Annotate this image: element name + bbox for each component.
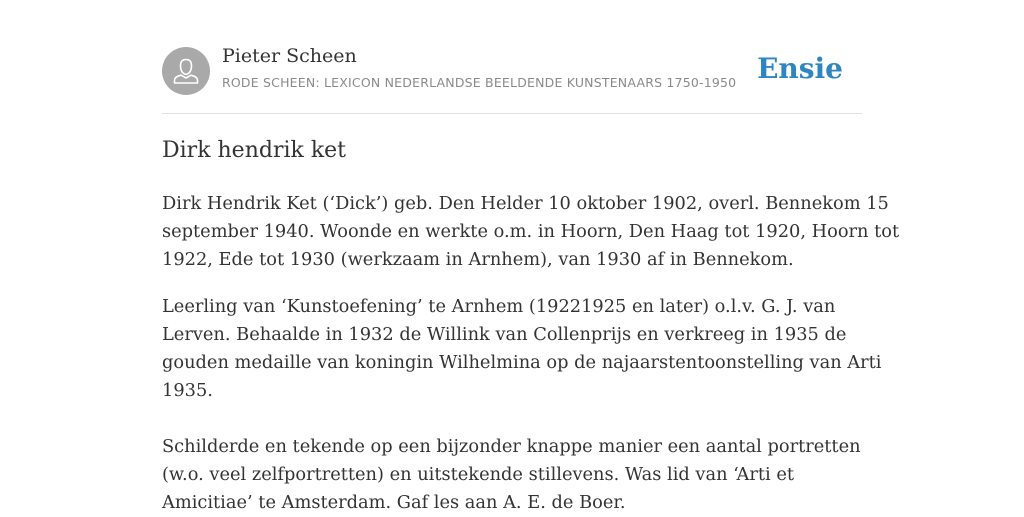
avatar[interactable] (162, 47, 210, 95)
source-name[interactable]: RODE SCHEEN: LEXICON NEDERLANDSE BEELDENDE KUNSTENAARS 1750-1950 (222, 75, 737, 90)
paragraph-line: 1935. (162, 380, 213, 401)
article-title: Dirk hendrik ket (162, 138, 347, 163)
author-header (162, 0, 862, 114)
paragraph-line: Dirk Hendrik Ket (‘Dick’) geb. Den Helder 10 oktober 1902, overl. Bennekom 15 (162, 193, 889, 214)
ensie-logo[interactable]: Ensie (757, 52, 843, 85)
user-icon (162, 47, 210, 95)
article-paragraph-2 (162, 293, 882, 405)
paragraph-line: Lerven. Behaalde in 1932 de Willink van Collenprijs en verkreeg in 1935 de (162, 324, 847, 345)
article-paragraph-3 (162, 433, 862, 517)
paragraph-line: september 1940. Woonde en werkte o.m. in Hoorn, Den Haag tot 1920, Hoorn tot (162, 221, 900, 242)
author-name[interactable]: Pieter Scheen (222, 45, 357, 67)
paragraph-line: Leerling van ‘Kunstoefening’ te Arnhem (19221925 en later) o.l.v. G. J. van (162, 296, 836, 317)
paragraph-line: Schilderde en tekende op een bijzonder knappe manier een aantal portretten (162, 436, 861, 457)
article-paragraph-1 (162, 190, 900, 274)
paragraph-line: gouden medaille van koningin Wilhelmina op de najaarstentoonstelling van Arti (162, 352, 882, 373)
paragraph-line: Amicitiae’ te Amsterdam. Gaf les aan A. E. de Boer. (162, 492, 626, 513)
page-container (162, 0, 900, 513)
paragraph-line: 1922, Ede tot 1930 (werkzaam in Arnhem), van 1930 af in Bennekom. (162, 249, 794, 270)
paragraph-line: (w.o. veel zelfportretten) en uitstekende stillevens. Was lid van ‘Arti et (162, 464, 795, 485)
